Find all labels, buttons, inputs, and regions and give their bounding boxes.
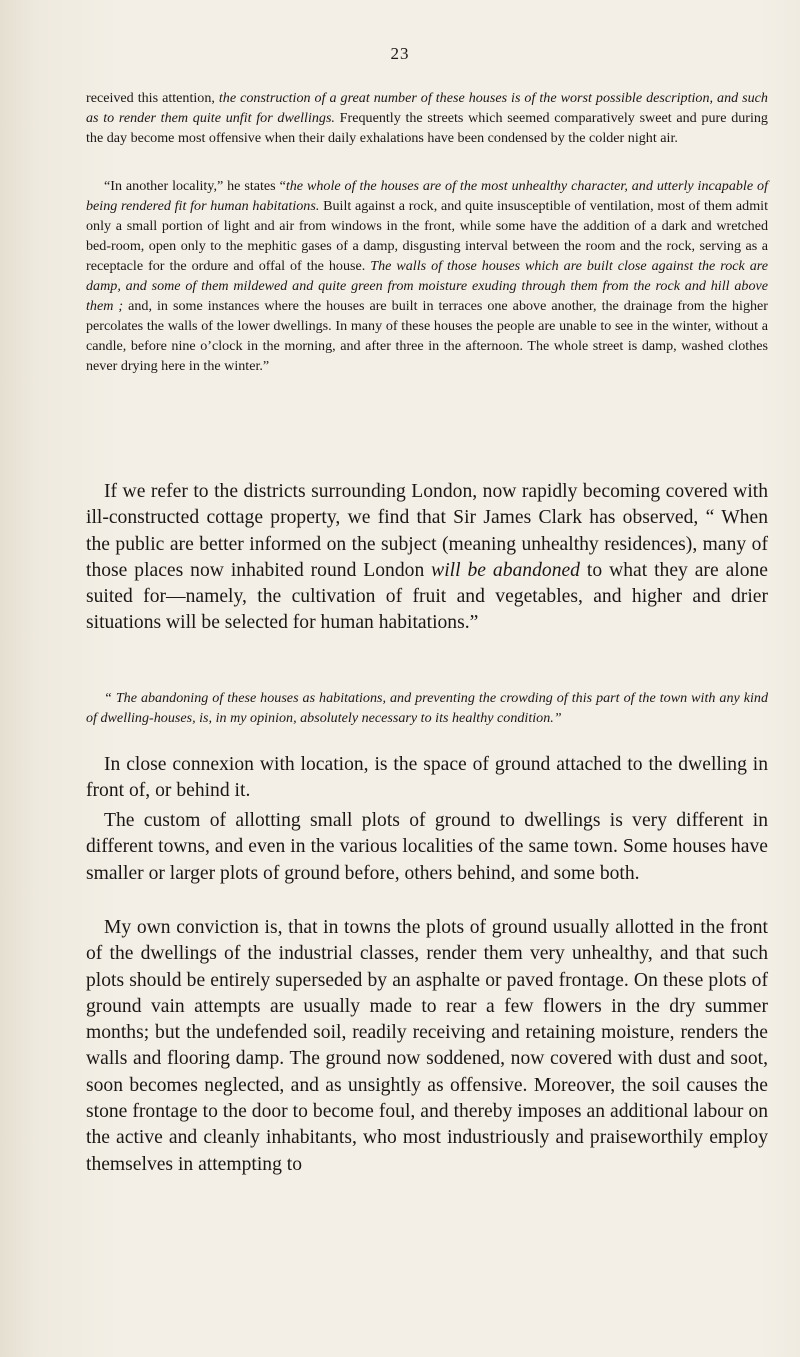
p4-emphasis: “ The abandoning of these houses as habitations, and preventing the crowding of this part of the town with any kind of dwelling-houses, is, in my opinion, absolutely necessary to its healthy condition.” xyxy=(86,690,768,726)
paragraph-london xyxy=(86,479,768,637)
p2-text-e: and, in some instances where the houses are built in terraces one above another, the drainage from the higher percolates the walls of the lower dwellings. In many of these houses the people are unable to see in the winter, without a candle, before nine o’clock in the morning, and after three in the afternoon. The whole street is damp, washed clothes never drying here in the winter.” xyxy=(86,298,768,374)
p2-emphasis-2: The walls of those houses which are built close against the rock are damp, and some of them mildewed and quite green from moisture exuding through them from the rock and hill above them ; xyxy=(86,258,768,314)
p3-emphasis: will be abandoned xyxy=(431,559,580,581)
p3-text-end: to what they are alone suited for—namely, the cultivation of fruit and vegetables, and higher and drier situations will be selected for human habitations.” xyxy=(86,559,769,634)
paragraph-custom: The custom of allotting small plots of ground to dwellings is very different in different towns, and even in the various localities of the same town. Some houses have smaller or larger plots of ground before, others behind, and some both. xyxy=(86,810,768,884)
p2-text-c: Built against a rock, and quite insusceptible of ventilation, most of them admit only a small portion of light and air from windows in the front, while some have the addition of a dark and wretched bed-room, open only to the mephitic gases of a damp, disgusting interval between the room and the rock, serving as a receptacle for the ordure and offal of the house. xyxy=(86,198,768,274)
paragraph-quote-1 xyxy=(86,88,768,148)
p1-text-a: received this attention, xyxy=(86,90,219,106)
paragraph-conviction: My own conviction is, that in towns the plots of ground usually allotted in the front of the dwellings of the industrial classes, render them very unhealthy, and that such plots should be entirely superseded by an asphalte or paved frontage. On these plots of ground vain attempts are usually made to rear a few flowers in the dry summer months; but the undefended soil, readily receiving and retaining moisture, renders the walls and flooring damp. The ground now soddened, now covered with dust and soot, soon becomes neglected, and as unsightly as offensive. Moreover, the soil causes the stone frontage to the door to become foul, and thereby imposes an additional labour on the active and cleanly inhabitants, who most industriously and praiseworthily employ themselves in attempting to xyxy=(86,917,768,1175)
paragraph-quote-2 xyxy=(86,176,768,376)
page-number: 23 xyxy=(390,44,410,63)
paragraph-quote-3 xyxy=(86,688,768,728)
paragraph-connexion: In close connexion with location, is the space of ground attached to the dwelling in front of, or behind it. xyxy=(86,754,768,802)
p2-text-a: “In another locality,” he states “ xyxy=(104,178,286,194)
p1-emphasis: the construction of a great number of these houses is of the worst possible description, and such as to render them quite unfit for dwellings. xyxy=(86,90,768,126)
p1-text-c: Frequently the streets which seemed comparatively sweet and pure during the day become most offensive when their daily exhalations have been condensed by the colder night air. xyxy=(86,110,768,146)
p3-text: If we refer to the districts surrounding London, now rapidly becoming covered with ill-constructed cottage property, we find that Sir James Clark has observed, “ When the public are better informed on the subject (meaning unhealthy residences), many of those places now inhabited round London xyxy=(86,481,768,581)
p2-emphasis-1: the whole of the houses are of the most unhealthy character, and utterly incapable of being rendered fit for human habitations. xyxy=(86,178,768,214)
